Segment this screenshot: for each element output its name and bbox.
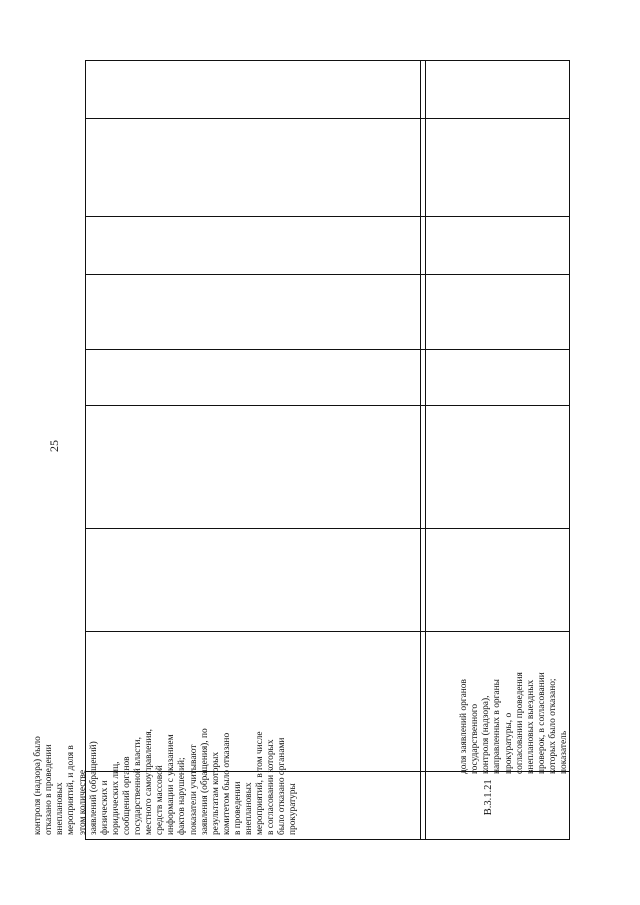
- description-line: сообщений органов: [121, 756, 132, 835]
- page-number: 25: [47, 440, 61, 452]
- description-line: было отказано органами: [277, 737, 288, 835]
- description-line: информации с указанием: [166, 734, 177, 835]
- description-line: которых было отказано;: [547, 678, 558, 774]
- table-border: [86, 274, 569, 275]
- description-line: проверок, в согласовании: [536, 672, 547, 774]
- description-line: прокуратуры: [288, 783, 299, 835]
- description-line: результатам которых: [210, 751, 221, 835]
- table-border: [86, 118, 569, 119]
- description-line: в согласовании которых: [266, 739, 277, 835]
- description-line: показатель: [559, 730, 570, 774]
- indicator-code: В.3.1.21: [483, 779, 494, 816]
- description-line: внеплановых: [243, 782, 254, 835]
- row-divider: [425, 61, 426, 839]
- description-line: комитетом было отказано: [221, 732, 232, 835]
- description-line: внеплановых: [55, 782, 66, 835]
- table-border: [86, 349, 569, 350]
- description-line: прокуратуры, о: [503, 712, 514, 774]
- description-line: фактов нарушений;: [177, 757, 188, 835]
- description-line: этом количестве: [77, 769, 88, 835]
- description-line: заявления (обращения), по: [199, 728, 210, 835]
- row-lower-description: [435, 632, 570, 778]
- description-line: согласовании проведения: [514, 672, 525, 774]
- row-lower-code: [469, 769, 494, 835]
- description-line: юридических лиц,: [110, 761, 121, 835]
- description-line: местного самоуправления,: [144, 728, 155, 835]
- description-line: направленных в органы: [492, 679, 503, 774]
- description-line: мероприятий, и доля в: [66, 745, 77, 835]
- description-line: государственной власти,: [133, 737, 144, 835]
- description-line: отказано в проведении: [44, 744, 55, 835]
- description-line: физических и: [99, 780, 110, 835]
- table-border: [86, 216, 569, 217]
- table-border: [86, 405, 569, 406]
- description-line: мероприятий, в том числе: [255, 731, 266, 835]
- description-line: заявлений (обращений): [88, 741, 99, 835]
- description-line: в проведении: [232, 781, 243, 835]
- description-line: показатели учитывают: [188, 744, 199, 835]
- description-line: контроля (надзора) было: [33, 736, 44, 835]
- description-line: внеплановых выездных: [525, 679, 536, 774]
- table-border: [86, 528, 569, 529]
- row-upper-description: [9, 693, 299, 839]
- description-line: доля заявлений органов: [459, 679, 470, 774]
- row-divider: [420, 61, 421, 839]
- description-line: средств массовой: [155, 765, 166, 835]
- description-line: контроля (надзора),: [481, 695, 492, 774]
- description-line: государственного: [470, 703, 481, 774]
